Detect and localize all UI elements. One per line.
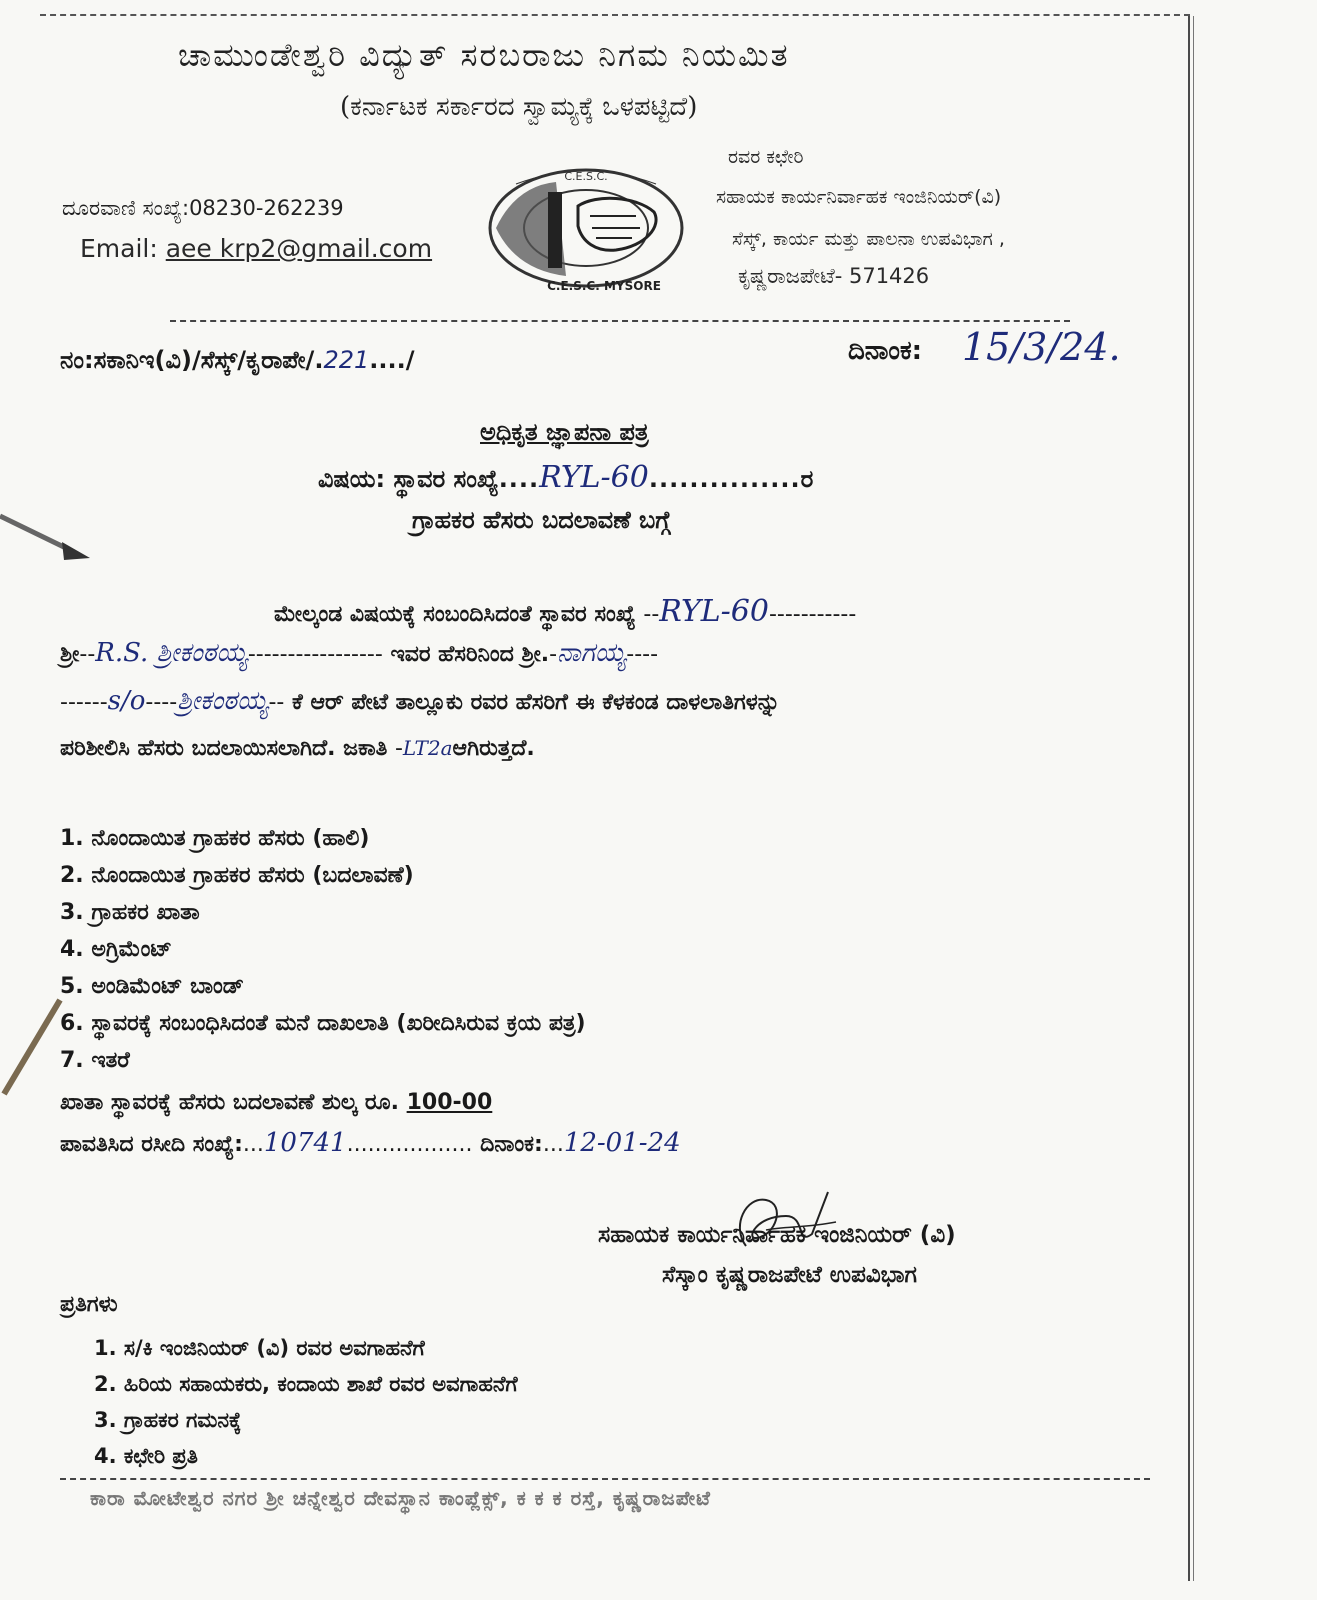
subject-suffix: ರ <box>800 465 814 493</box>
date-label: ದಿನಾಂಕ: <box>848 336 923 366</box>
subject-line-2: ಗ್ರಾಹಕರ ಹೆಸರು ಬದಲಾವಣೆ ಬಗ್ಗೆ <box>412 506 671 534</box>
signatory-title: ಸಹಾಯಕ ಕಾರ್ಯನಿರ್ವಾಹಕ ಇಂಜಿನಿಯರ್ (ವಿ) <box>598 1222 956 1248</box>
receipt-label: ಪಾವತಿಸಿದ ರಸೀದಿ ಸಂಖ್ಯೆ: <box>60 1132 243 1157</box>
office-line-2: ಸಹಾಯಕ ಕಾರ್ಯನಿರ್ವಾಹಕ ಇಂಜಿನಿಯರ್(ವಿ) <box>716 186 1002 208</box>
gov-note: (ಕರ್ನಾಟಕ ಸರ್ಕಾರದ ಸ್ವಾಮ್ಯಕ್ಕೆ ಒಳಪಟ್ಟಿದೆ) <box>340 92 698 122</box>
margin-pen-mark <box>0 990 70 1100</box>
p3-text: ಕೆ ಆರ್ ಪೇಟೆ ತಾಲ್ಲೂಕು ರವರ ಹೆಸರಿಗೆ ಈ ಕೆಳಕಂಡ ದಾಳಲಾತಿಗಳನ್ನು <box>292 690 780 715</box>
body-paragraph-2: ಶ್ರೀ--R.S. ಶ್ರೀಕಂಠಯ್ಯ----------------- ಇವರ ಹೆಸರಿನಿಂದ ಶ್ರೀ.-ನಾಗಯ್ಯ---- <box>60 638 659 668</box>
documents-list <box>60 820 586 1079</box>
document-title: ಅಧಿಕೃತ ಜ್ಞಾಪನಾ ಪತ್ರ <box>480 418 649 446</box>
list-item: 4. ಅಗ್ರಿಮೆಂಟ್ <box>60 937 172 962</box>
footer-separator <box>60 1478 1150 1480</box>
p2-new-name: ನಾಗಯ್ಯ <box>557 638 627 668</box>
copies-label: ಪ್ರತಿಗಳು <box>60 1292 118 1317</box>
email-line <box>80 234 432 263</box>
list-item: 1. ನೊಂದಾಯಿತ ಗ್ರಾಹಕರ ಹೆಸರು (ಹಾಲಿ) <box>60 826 370 851</box>
p4-suffix: ಆಗಿರುತ್ತದೆ. <box>452 736 535 761</box>
p3-relation: s/o <box>107 686 146 716</box>
fee-label: ಖಾತಾ ಸ್ಥಾವರಕ್ಕೆ ಹೆಸರು ಬದಲಾವಣೆ ಶುಲ್ಕ ರೂ. <box>60 1090 399 1115</box>
copies-list <box>94 1330 518 1474</box>
p2-old-name: R.S. ಶ್ರೀಕಂಠಯ್ಯ <box>95 638 248 668</box>
footer-address: ಕಾರಾ ಮೋಟೇಶ್ವರ ನಗರ ಶ್ರೀ ಚನ್ನೇಶ್ವರ ದೇವಸ್ಥಾನ ಕಾಂಪ್ಲೆಕ್ಸ್, ಕ ಕ ಕ ರಸ್ತೆ, ಕೃಷ್ಣರಾಜಪೇಟೆ <box>90 1486 711 1510</box>
office-line-1: ರವರ ಕಛೇರಿ <box>728 146 804 168</box>
list-item: 2. ನೊಂದಾಯಿತ ಗ್ರಾಹಕರ ಹೆಸರು (ಬದಲಾವಣೆ) <box>60 863 414 888</box>
reference-number <box>60 346 414 374</box>
header-separator <box>170 320 1070 322</box>
email-address: aee krp2@gmail.com <box>165 234 433 263</box>
reference-prefix: ನಂ:ಸಕಾನಿಇ(ವಿ)/ಸೆಸ್ಕ್/ಕೃರಾಪೇ/. <box>60 346 324 374</box>
reference-suffix: ..../ <box>369 346 415 374</box>
list-item: 2. ಹಿರಿಯ ಸಹಾಯಕರು, ಕಂದಾಯ ಶಾಖೆ ರವರ ಅವಗಾಹನೆಗೆ <box>94 1372 518 1396</box>
p1-value: RYL-60 <box>659 594 769 629</box>
receipt-number: 10741 <box>263 1128 347 1158</box>
margin-pen-mark <box>0 506 92 566</box>
list-item: 4. ಕಛೇರಿ ಪ್ರತಿ <box>94 1444 198 1468</box>
p1-text: ಮೇಲ್ಕಂಡ ವಿಷಯಕ್ಕೆ ಸಂಬಂದಿಸಿದಂತೆ ಸ್ಥಾವರ ಸಂಖ್ಯೆ <box>274 602 636 627</box>
office-line-4: ಕೃಷ್ಣರಾಜಪೇಟೆ- 571426 <box>738 264 930 288</box>
office-line-3: ಸೆಸ್ಕ್, ಕಾರ್ಯ ಮತ್ತು ಪಾಲನಾ ಉಪವಿಭಾಗ , <box>732 228 1005 250</box>
p2-mid: ಇವರ ಹೆಸರಿನಿಂದ ಶ್ರೀ. <box>390 642 550 667</box>
p2-prefix: ಶ್ರೀ <box>60 642 80 667</box>
fee-line <box>60 1090 492 1115</box>
signatory-office: ಸೆಸ್ಕಾಂ ಕೃಷ್ಣರಾಜಪೇಟೆ ಉಪವಿಭಾಗ <box>662 1262 917 1288</box>
subject-value: RYL-60 <box>539 460 649 495</box>
receipt-date-label: ದಿನಾಂಕ: <box>480 1132 543 1157</box>
list-item: 3. ಗ್ರಾಹಕರ ಗಮನಕ್ಕೆ <box>94 1408 242 1432</box>
list-item: 5. ಅಂಡಿಮೆಂಟ್ ಬಾಂಡ್ <box>60 974 244 999</box>
p4-text: ಪರಿಶೀಲಿಸಿ ಹೆಸರು ಬದಲಾಯಿಸಲಾಗಿದೆ. ಜಕಾತಿ <box>60 736 388 761</box>
logo-text-bottom: C.E.S.C. MYSORE <box>547 279 661 293</box>
subject-line: ವಿಷಯ: ಸ್ಥಾವರ ಸಂಖ್ಯೆ....RYL-60...............ರ <box>318 460 814 495</box>
fee-amount: 100-00 <box>406 1090 493 1115</box>
reference-value: 221 <box>323 346 370 374</box>
list-item: 6. ಸ್ಥಾವರಕ್ಕೆ ಸಂಬಂಧಿಸಿದಂತೆ ಮನೆ ದಾಖಲಾತಿ (ಖರೀದಿಸಿರುವ ಕ್ರಯ ಪತ್ರ) <box>60 1011 586 1036</box>
body-paragraph-3: ------s/o----ಶ್ರೀಕಂಠಯ್ಯ-- ಕೆ ಆರ್ ಪೇಟೆ ತಾಲ್ಲೂಕು ರವರ ಹೆಸರಿಗೆ ಈ ಕೆಳಕಂಡ ದಾಳಲಾತಿಗಳನ್ನು <box>60 686 780 716</box>
subject-label: ವಿಷಯ: ಸ್ಥಾವರ ಸಂಖ್ಯೆ <box>318 465 499 493</box>
cesc-logo <box>486 166 686 296</box>
body-paragraph-4: ಪರಿಶೀಲಿಸಿ ಹೆಸರು ಬದಲಾಯಿಸಲಾಗಿದೆ. ಜಕಾತಿ -LT2aಆಗಿರುತ್ತದೆ. <box>60 736 535 761</box>
p4-tariff: LT2a <box>402 736 453 760</box>
p3-father: ಶ್ರೀಕಂಠಯ್ಯ <box>177 686 269 716</box>
email-label: Email: <box>80 234 166 263</box>
phone-number: ದೂರವಾಣಿ ಸಂಖ್ಯೆ:08230-262239 <box>62 196 344 220</box>
right-border <box>1188 16 1194 1581</box>
receipt-line: ಪಾವತಿಸಿದ ರಸೀದಿ ಸಂಖ್ಯೆ:...10741.................. ದಿನಾಂಕ:...12-01-24 <box>60 1128 681 1158</box>
body-paragraph-1: ಮೇಲ್ಕಂಡ ವಿಷಯಕ್ಕೆ ಸಂಬಂದಿಸಿದಂತೆ ಸ್ಥಾವರ ಸಂಖ್ಯೆ --RYL-60----------- <box>274 594 857 629</box>
org-name: ಚಾಮುಂಡೇಶ್ವರಿ ವಿದ್ಯುತ್ ಸರಬರಾಜು ನಿಗಮ ನಿಯಮಿತ <box>178 36 790 74</box>
list-item: 7. ಇತರೆ <box>60 1048 130 1073</box>
logo-text-top: C.E.S.C. <box>564 170 608 183</box>
date-value: 15/3/24. <box>962 325 1121 369</box>
list-item: 1. ಸ/ಕಿ ಇಂಜಿನಿಯರ್ (ವಿ) ರವರ ಅವಗಾಹನೆಗೆ <box>94 1336 425 1360</box>
receipt-date-value: 12-01-24 <box>563 1128 681 1158</box>
list-item: 3. ಗ್ರಾಹಕರ ಖಾತಾ <box>60 900 200 925</box>
top-border <box>40 14 1190 16</box>
